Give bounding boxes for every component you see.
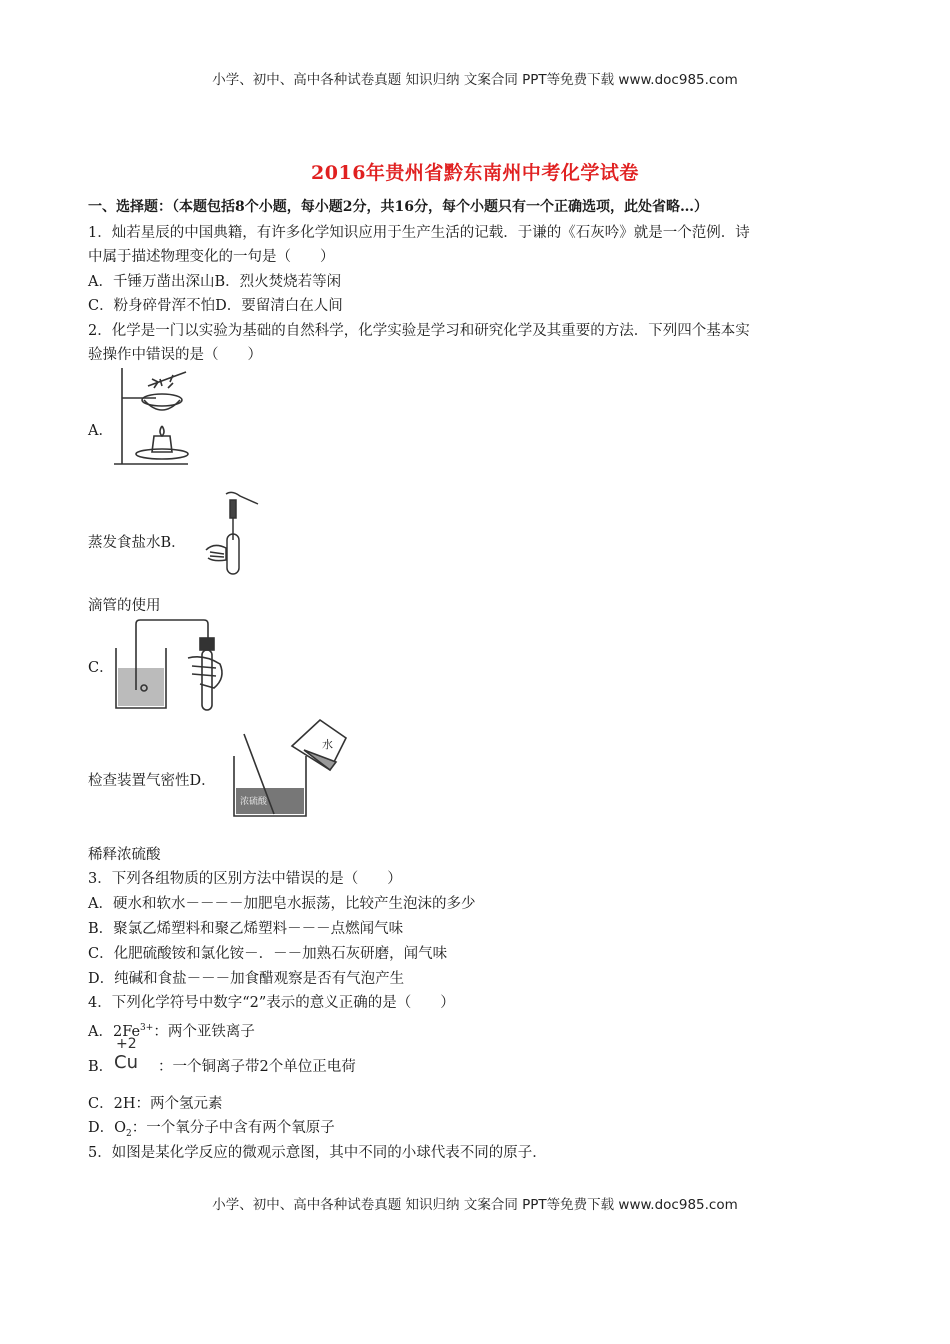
q4-option-b-label: B．	[88, 1059, 114, 1075]
section-heading: 一、选择题：（本题包括8个小题，每小题2分，共16分，每个小题只有一个正确选项，此处省略…）	[88, 199, 708, 215]
q3-option-d: D．纯碱和食盐－－－加食醋观察是否有气泡产生	[88, 971, 405, 987]
q4-d-prefix: D．O	[88, 1120, 127, 1136]
q4-b-symbol: Cu	[114, 1052, 138, 1073]
q4-stem: 4．下列化学符号中数字“2”表示的意义正确的是（ ）	[88, 995, 455, 1011]
q4-d-text: ：一个氧分子中含有两个氧原子	[131, 1120, 335, 1136]
q4-d-subscript: 2	[126, 1128, 132, 1139]
q2-option-c-caption: 检查装置气密性D．	[88, 773, 216, 789]
q2-stem-line1: 2．化学是一门以实验为基础的自然科学，化学实验是学习和研究化学及其重要的方法．下列四个基本实	[88, 323, 750, 339]
q2-option-b-label: 蒸发食盐水B．	[88, 535, 186, 551]
q4-b-valence: +2	[116, 1036, 137, 1052]
q5-stem: 5．如图是某化学反应的微观示意图，其中不同的小球代表不同的原子．	[88, 1145, 547, 1161]
q3-option-a: A．硬水和软水－－－－加肥皂水振荡，比较产生泡沫的多少	[88, 896, 476, 912]
airtightness-figure	[108, 618, 234, 714]
q1-stem-line2: 中属于描述物理变化的一句是（ ）	[88, 249, 335, 265]
q3-option-c: C．化肥硫酸铵和氯化铵－．－－加熟石灰研磨，闻气味	[88, 946, 448, 962]
q4-a-text: ：两个亚铁离子	[153, 1023, 255, 1040]
evaporation-figure	[108, 366, 194, 468]
q4-b-formula	[114, 1036, 138, 1074]
q4-a-prefix: A．2Fe	[88, 1023, 141, 1040]
page-footer: 小学、初中、高中各种试卷真题 知识归纳 文案合同 PPT等免费下载 www.doc985.com	[212, 1197, 738, 1213]
q4-option-d	[88, 1118, 335, 1144]
q4-option-b-text: ：一个铜离子带2个单位正电荷	[158, 1059, 356, 1075]
dropper-figure	[196, 490, 266, 585]
q1-options-ab: A．千锤万凿出深山B．烈火焚烧若等闲	[88, 274, 342, 290]
q2-option-b-caption: 滴管的使用	[88, 598, 161, 614]
dilution-figure	[228, 716, 350, 820]
q3-option-b: B．聚氯乙烯塑料和聚乙烯塑料－－－点燃闻气味	[88, 921, 404, 937]
q3-stem: 3．下列各组物质的区别方法中错误的是（ ）	[88, 871, 402, 887]
water-label: 水	[322, 738, 333, 751]
q2-option-c-label: C．	[88, 660, 114, 676]
q2-stem-line2: 验操作中错误的是（ ）	[88, 347, 262, 363]
q4-option-c: C．2H：两个氢元素	[88, 1096, 223, 1112]
q2-option-a-label: A．	[88, 423, 113, 439]
q1-stem-line1: 1．灿若星辰的中国典籍，有许多化学知识应用于生产生活的记载．于谦的《石灰吟》就是一个范例．诗	[88, 225, 750, 241]
q4-a-charge: 3+	[140, 1023, 154, 1033]
acid-label: 浓硫酸	[240, 797, 268, 807]
q1-options-cd: C．粉身碎骨浑不怕D．要留清白在人间	[88, 298, 343, 314]
q2-option-d-caption: 稀释浓硫酸	[88, 847, 161, 863]
page-header: 小学、初中、高中各种试卷真题 知识归纳 文案合同 PPT等免费下载 www.doc985.com	[212, 72, 738, 88]
page-title: 2016年贵州省黔东南州中考化学试卷	[311, 162, 639, 184]
